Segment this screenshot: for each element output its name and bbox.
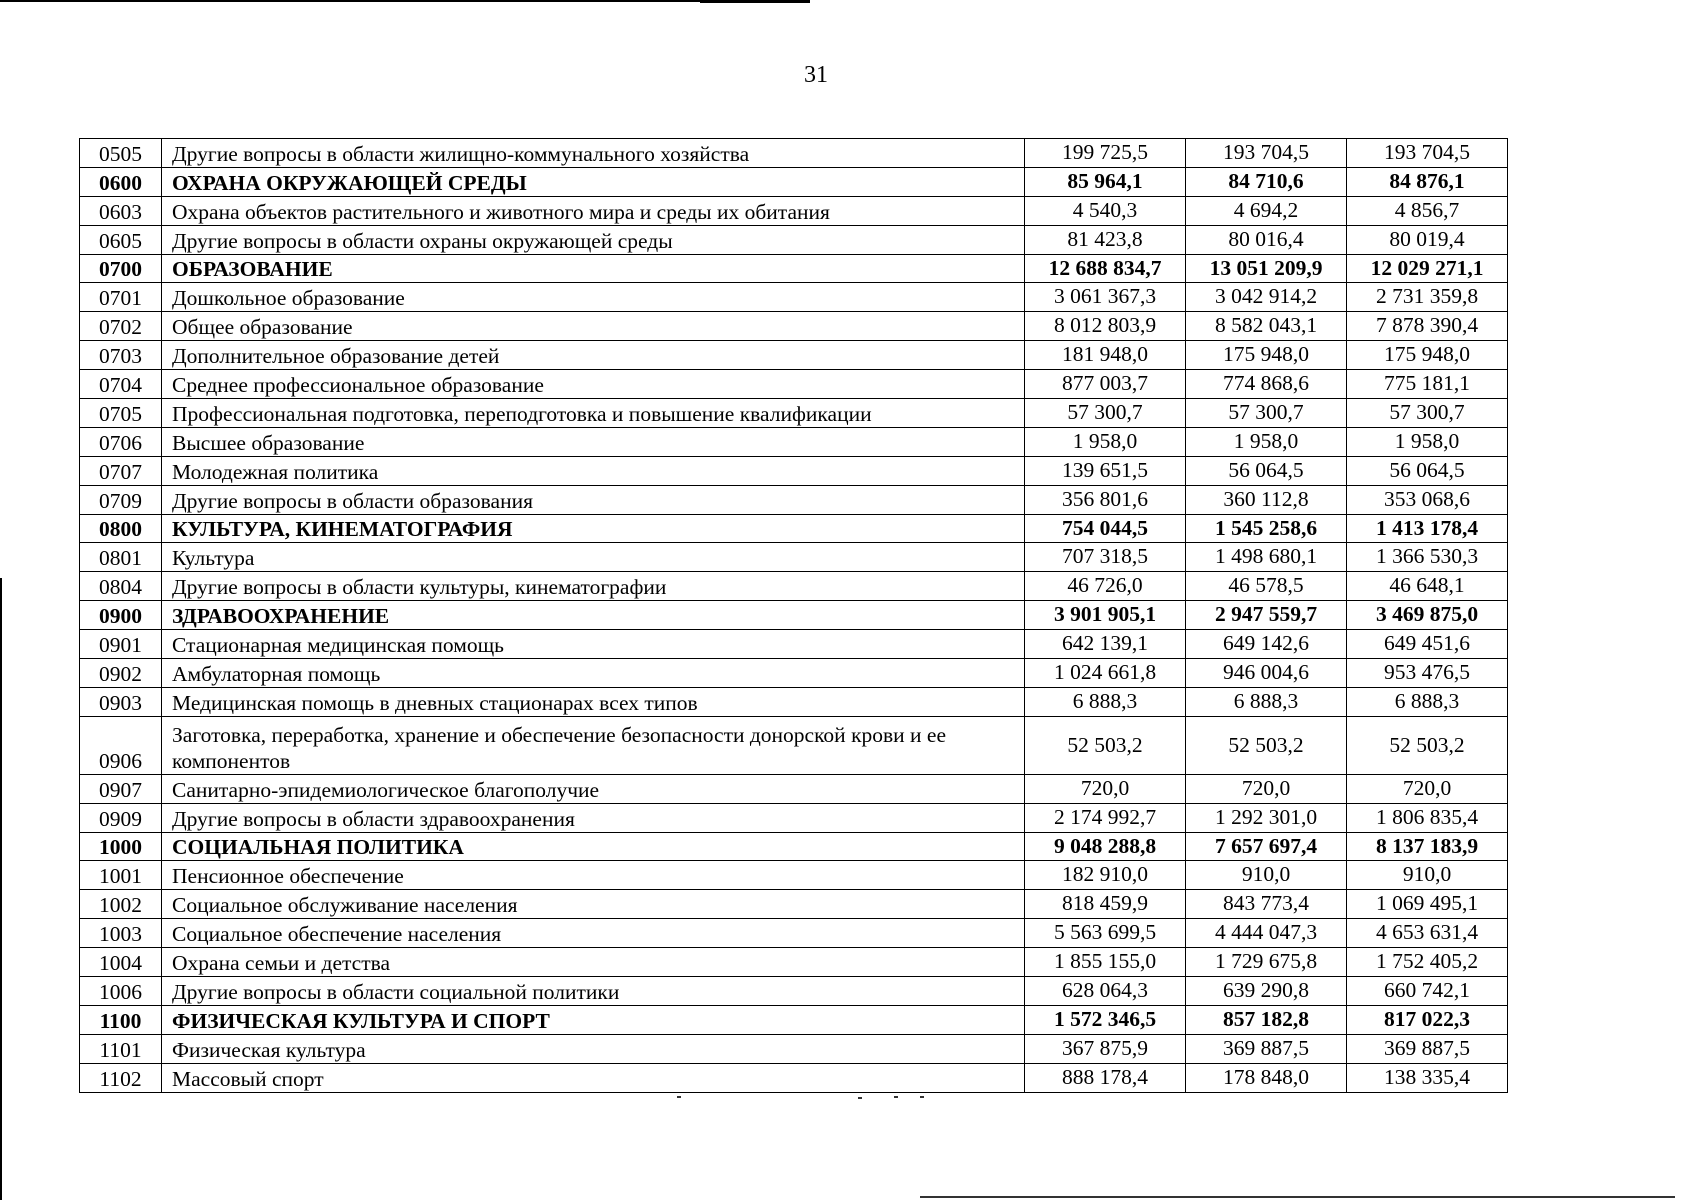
row-name-cell: Массовый спорт <box>162 1063 1025 1092</box>
row-value-col3: 649 451,6 <box>1347 630 1508 659</box>
table-row <box>80 485 1508 514</box>
row-value-col2: 6 888,3 <box>1186 687 1347 716</box>
table-row <box>80 890 1508 919</box>
row-value-col2: 720,0 <box>1186 774 1347 803</box>
row-value-col1: 2 174 992,7 <box>1025 803 1186 832</box>
row-name-cell: Заготовка, переработка, хранение и обеспечение безопасности донорской крови и ее компонентов <box>162 716 1025 774</box>
row-value-col2: 4 444 047,3 <box>1186 919 1347 948</box>
row-code-cell: 1003 <box>80 919 162 948</box>
row-value-col1: 1 958,0 <box>1025 427 1186 456</box>
table-row <box>80 1063 1508 1092</box>
row-code-cell: 0906 <box>80 716 162 774</box>
row-value-col1: 3 061 367,3 <box>1025 283 1186 312</box>
row-name-cell: Пенсионное обеспечение <box>162 861 1025 890</box>
budget-table-container <box>79 138 1508 1093</box>
row-name-cell: Стационарная медицинская помощь <box>162 630 1025 659</box>
row-value-col3: 817 022,3 <box>1347 1005 1508 1034</box>
row-value-col2: 52 503,2 <box>1186 716 1347 774</box>
row-value-col3: 57 300,7 <box>1347 399 1508 428</box>
row-value-col2: 2 947 559,7 <box>1186 601 1347 630</box>
row-value-col2: 857 182,8 <box>1186 1005 1347 1034</box>
row-value-col3: 1 413 178,4 <box>1347 514 1508 543</box>
row-code-cell: 0702 <box>80 312 162 341</box>
table-row <box>80 630 1508 659</box>
table-row <box>80 225 1508 254</box>
row-code-cell: 0703 <box>80 341 162 370</box>
table-row <box>80 543 1508 572</box>
row-code-cell: 0505 <box>80 139 162 168</box>
row-value-col3: 2 731 359,8 <box>1347 283 1508 312</box>
row-name-cell: ОХРАНА ОКРУЖАЮЩЕЙ СРЕДЫ <box>162 167 1025 196</box>
row-value-col1: 81 423,8 <box>1025 225 1186 254</box>
table-row <box>80 370 1508 399</box>
row-value-col2: 639 290,8 <box>1186 977 1347 1006</box>
row-name-cell: Санитарно-эпидемиологическое благополучие <box>162 774 1025 803</box>
row-value-col3: 1 958,0 <box>1347 427 1508 456</box>
row-name-cell: Профессиональная подготовка, переподготовка и повышение квалификации <box>162 399 1025 428</box>
row-value-col3: 175 948,0 <box>1347 341 1508 370</box>
row-value-col1: 877 003,7 <box>1025 370 1186 399</box>
row-value-col3: 7 878 390,4 <box>1347 312 1508 341</box>
row-value-col3: 46 648,1 <box>1347 572 1508 601</box>
row-value-col1: 818 459,9 <box>1025 890 1186 919</box>
row-value-col2: 910,0 <box>1186 861 1347 890</box>
row-name-cell: Медицинская помощь в дневных стационарах всех типов <box>162 687 1025 716</box>
scan-speck <box>858 1097 862 1099</box>
row-value-col2: 843 773,4 <box>1186 890 1347 919</box>
row-code-cell: 0901 <box>80 630 162 659</box>
table-row <box>80 572 1508 601</box>
row-value-col3: 1 069 495,1 <box>1347 890 1508 919</box>
row-code-cell: 0907 <box>80 774 162 803</box>
row-value-col3: 353 068,6 <box>1347 485 1508 514</box>
table-row <box>80 948 1508 977</box>
row-value-col3: 80 019,4 <box>1347 225 1508 254</box>
row-value-col2: 1 958,0 <box>1186 427 1347 456</box>
row-name-cell: Другие вопросы в области охраны окружающей среды <box>162 225 1025 254</box>
budget-table <box>79 138 1508 1093</box>
row-name-cell: Молодежная политика <box>162 456 1025 485</box>
row-value-col1: 1 572 346,5 <box>1025 1005 1186 1034</box>
row-value-col2: 4 694,2 <box>1186 196 1347 225</box>
table-row <box>80 774 1508 803</box>
row-value-col3: 8 137 183,9 <box>1347 832 1508 861</box>
table-row <box>80 427 1508 456</box>
table-row <box>80 716 1508 774</box>
row-value-col3: 910,0 <box>1347 861 1508 890</box>
scan-speck <box>1015 1196 1675 1198</box>
row-value-col2: 774 868,6 <box>1186 370 1347 399</box>
row-code-cell: 0701 <box>80 283 162 312</box>
row-code-cell: 1000 <box>80 832 162 861</box>
row-name-cell: Другие вопросы в области образования <box>162 485 1025 514</box>
row-value-col2: 1 292 301,0 <box>1186 803 1347 832</box>
row-value-col3: 1 366 530,3 <box>1347 543 1508 572</box>
row-name-cell: КУЛЬТУРА, КИНЕМАТОГРАФИЯ <box>162 514 1025 543</box>
table-row <box>80 139 1508 168</box>
row-name-cell: Другие вопросы в области социальной политики <box>162 977 1025 1006</box>
row-code-cell: 0605 <box>80 225 162 254</box>
row-value-col1: 3 901 905,1 <box>1025 601 1186 630</box>
scan-edge-top <box>0 0 810 2</box>
row-value-col2: 46 578,5 <box>1186 572 1347 601</box>
row-value-col3: 720,0 <box>1347 774 1508 803</box>
row-code-cell: 0707 <box>80 456 162 485</box>
row-name-cell: Физическая культура <box>162 1034 1025 1063</box>
row-value-col2: 1 498 680,1 <box>1186 543 1347 572</box>
section-row <box>80 167 1508 196</box>
table-row <box>80 861 1508 890</box>
row-name-cell: Другие вопросы в области культуры, кинематографии <box>162 572 1025 601</box>
row-code-cell: 0800 <box>80 514 162 543</box>
row-name-cell: Амбулаторная помощь <box>162 659 1025 688</box>
row-value-col1: 707 318,5 <box>1025 543 1186 572</box>
table-row <box>80 803 1508 832</box>
row-value-col1: 720,0 <box>1025 774 1186 803</box>
page-number: 31 <box>804 62 828 88</box>
scan-speck <box>920 1096 924 1098</box>
row-value-col3: 1 806 835,4 <box>1347 803 1508 832</box>
row-value-col2: 7 657 697,4 <box>1186 832 1347 861</box>
row-value-col1: 181 948,0 <box>1025 341 1186 370</box>
row-name-cell: СОЦИАЛЬНАЯ ПОЛИТИКА <box>162 832 1025 861</box>
row-value-col3: 775 181,1 <box>1347 370 1508 399</box>
row-value-col2: 360 112,8 <box>1186 485 1347 514</box>
row-name-cell: Общее образование <box>162 312 1025 341</box>
row-value-col1: 12 688 834,7 <box>1025 254 1186 283</box>
budget-table-body <box>80 139 1508 1093</box>
row-code-cell: 0704 <box>80 370 162 399</box>
row-code-cell: 0801 <box>80 543 162 572</box>
row-value-col2: 946 004,6 <box>1186 659 1347 688</box>
row-value-col1: 52 503,2 <box>1025 716 1186 774</box>
section-row <box>80 601 1508 630</box>
row-value-col2: 1 545 258,6 <box>1186 514 1347 543</box>
section-row <box>80 1005 1508 1034</box>
row-value-col3: 369 887,5 <box>1347 1034 1508 1063</box>
row-value-col1: 888 178,4 <box>1025 1063 1186 1092</box>
row-value-col2: 369 887,5 <box>1186 1034 1347 1063</box>
table-row <box>80 687 1508 716</box>
row-value-col2: 13 051 209,9 <box>1186 254 1347 283</box>
row-value-col1: 628 064,3 <box>1025 977 1186 1006</box>
row-name-cell: Среднее профессиональное образование <box>162 370 1025 399</box>
row-value-col3: 953 476,5 <box>1347 659 1508 688</box>
row-value-col1: 182 910,0 <box>1025 861 1186 890</box>
row-value-col3: 138 335,4 <box>1347 1063 1508 1092</box>
scan-edge-top-thick <box>700 0 810 3</box>
row-value-col1: 6 888,3 <box>1025 687 1186 716</box>
row-name-cell: Культура <box>162 543 1025 572</box>
row-code-cell: 1102 <box>80 1063 162 1092</box>
row-value-col3: 56 064,5 <box>1347 456 1508 485</box>
row-value-col2: 3 042 914,2 <box>1186 283 1347 312</box>
row-code-cell: 0900 <box>80 601 162 630</box>
row-code-cell: 0903 <box>80 687 162 716</box>
row-value-col3: 193 704,5 <box>1347 139 1508 168</box>
row-value-col1: 1 024 661,8 <box>1025 659 1186 688</box>
table-row <box>80 283 1508 312</box>
row-name-cell: Социальное обслуживание населения <box>162 890 1025 919</box>
row-value-col3: 660 742,1 <box>1347 977 1508 1006</box>
table-row <box>80 659 1508 688</box>
scan-edge-left <box>0 578 2 1200</box>
table-row <box>80 977 1508 1006</box>
row-value-col2: 57 300,7 <box>1186 399 1347 428</box>
row-value-col1: 1 855 155,0 <box>1025 948 1186 977</box>
row-code-cell: 0706 <box>80 427 162 456</box>
row-code-cell: 1006 <box>80 977 162 1006</box>
table-row <box>80 312 1508 341</box>
row-code-cell: 0804 <box>80 572 162 601</box>
row-value-col1: 9 048 288,8 <box>1025 832 1186 861</box>
row-name-cell: Охрана объектов растительного и животного мира и среды их обитания <box>162 196 1025 225</box>
row-code-cell: 0600 <box>80 167 162 196</box>
row-name-cell: ЗДРАВООХРАНЕНИЕ <box>162 601 1025 630</box>
row-value-col3: 4 856,7 <box>1347 196 1508 225</box>
row-name-cell: Другие вопросы в области здравоохранения <box>162 803 1025 832</box>
row-code-cell: 0700 <box>80 254 162 283</box>
row-value-col1: 4 540,3 <box>1025 196 1186 225</box>
row-value-col3: 4 653 631,4 <box>1347 919 1508 948</box>
row-value-col1: 46 726,0 <box>1025 572 1186 601</box>
row-value-col2: 1 729 675,8 <box>1186 948 1347 977</box>
row-value-col2: 8 582 043,1 <box>1186 312 1347 341</box>
row-value-col1: 367 875,9 <box>1025 1034 1186 1063</box>
table-row <box>80 456 1508 485</box>
row-value-col2: 175 948,0 <box>1186 341 1347 370</box>
row-name-cell: ОБРАЗОВАНИЕ <box>162 254 1025 283</box>
table-row <box>80 341 1508 370</box>
row-name-cell: Другие вопросы в области жилищно-коммунального хозяйства <box>162 139 1025 168</box>
row-code-cell: 0709 <box>80 485 162 514</box>
row-code-cell: 0902 <box>80 659 162 688</box>
row-value-col3: 52 503,2 <box>1347 716 1508 774</box>
row-name-cell: Дошкольное образование <box>162 283 1025 312</box>
row-value-col2: 80 016,4 <box>1186 225 1347 254</box>
row-value-col2: 178 848,0 <box>1186 1063 1347 1092</box>
row-value-col1: 754 044,5 <box>1025 514 1186 543</box>
section-row <box>80 832 1508 861</box>
row-name-cell: Социальное обеспечение населения <box>162 919 1025 948</box>
row-value-col1: 356 801,6 <box>1025 485 1186 514</box>
row-name-cell: Высшее образование <box>162 427 1025 456</box>
row-value-col1: 8 012 803,9 <box>1025 312 1186 341</box>
table-row <box>80 399 1508 428</box>
row-value-col1: 85 964,1 <box>1025 167 1186 196</box>
row-code-cell: 1100 <box>80 1005 162 1034</box>
row-code-cell: 0705 <box>80 399 162 428</box>
section-row <box>80 254 1508 283</box>
row-value-col1: 199 725,5 <box>1025 139 1186 168</box>
scan-speck <box>920 1196 1020 1198</box>
row-name-cell: ФИЗИЧЕСКАЯ КУЛЬТУРА И СПОРТ <box>162 1005 1025 1034</box>
row-code-cell: 1101 <box>80 1034 162 1063</box>
row-value-col2: 193 704,5 <box>1186 139 1347 168</box>
row-name-cell: Дополнительное образование детей <box>162 341 1025 370</box>
row-code-cell: 1002 <box>80 890 162 919</box>
row-name-cell: Охрана семьи и детства <box>162 948 1025 977</box>
row-value-col1: 642 139,1 <box>1025 630 1186 659</box>
row-code-cell: 0603 <box>80 196 162 225</box>
row-value-col3: 84 876,1 <box>1347 167 1508 196</box>
section-row <box>80 514 1508 543</box>
scan-speck <box>677 1096 681 1098</box>
row-value-col1: 5 563 699,5 <box>1025 919 1186 948</box>
row-value-col1: 139 651,5 <box>1025 456 1186 485</box>
row-code-cell: 0909 <box>80 803 162 832</box>
row-value-col2: 84 710,6 <box>1186 167 1347 196</box>
table-row <box>80 196 1508 225</box>
scan-speck <box>894 1096 898 1098</box>
table-row <box>80 1034 1508 1063</box>
row-value-col3: 3 469 875,0 <box>1347 601 1508 630</box>
row-value-col3: 1 752 405,2 <box>1347 948 1508 977</box>
row-code-cell: 1001 <box>80 861 162 890</box>
row-value-col3: 6 888,3 <box>1347 687 1508 716</box>
row-code-cell: 1004 <box>80 948 162 977</box>
row-value-col1: 57 300,7 <box>1025 399 1186 428</box>
row-value-col2: 649 142,6 <box>1186 630 1347 659</box>
table-row <box>80 919 1508 948</box>
row-value-col2: 56 064,5 <box>1186 456 1347 485</box>
row-value-col3: 12 029 271,1 <box>1347 254 1508 283</box>
